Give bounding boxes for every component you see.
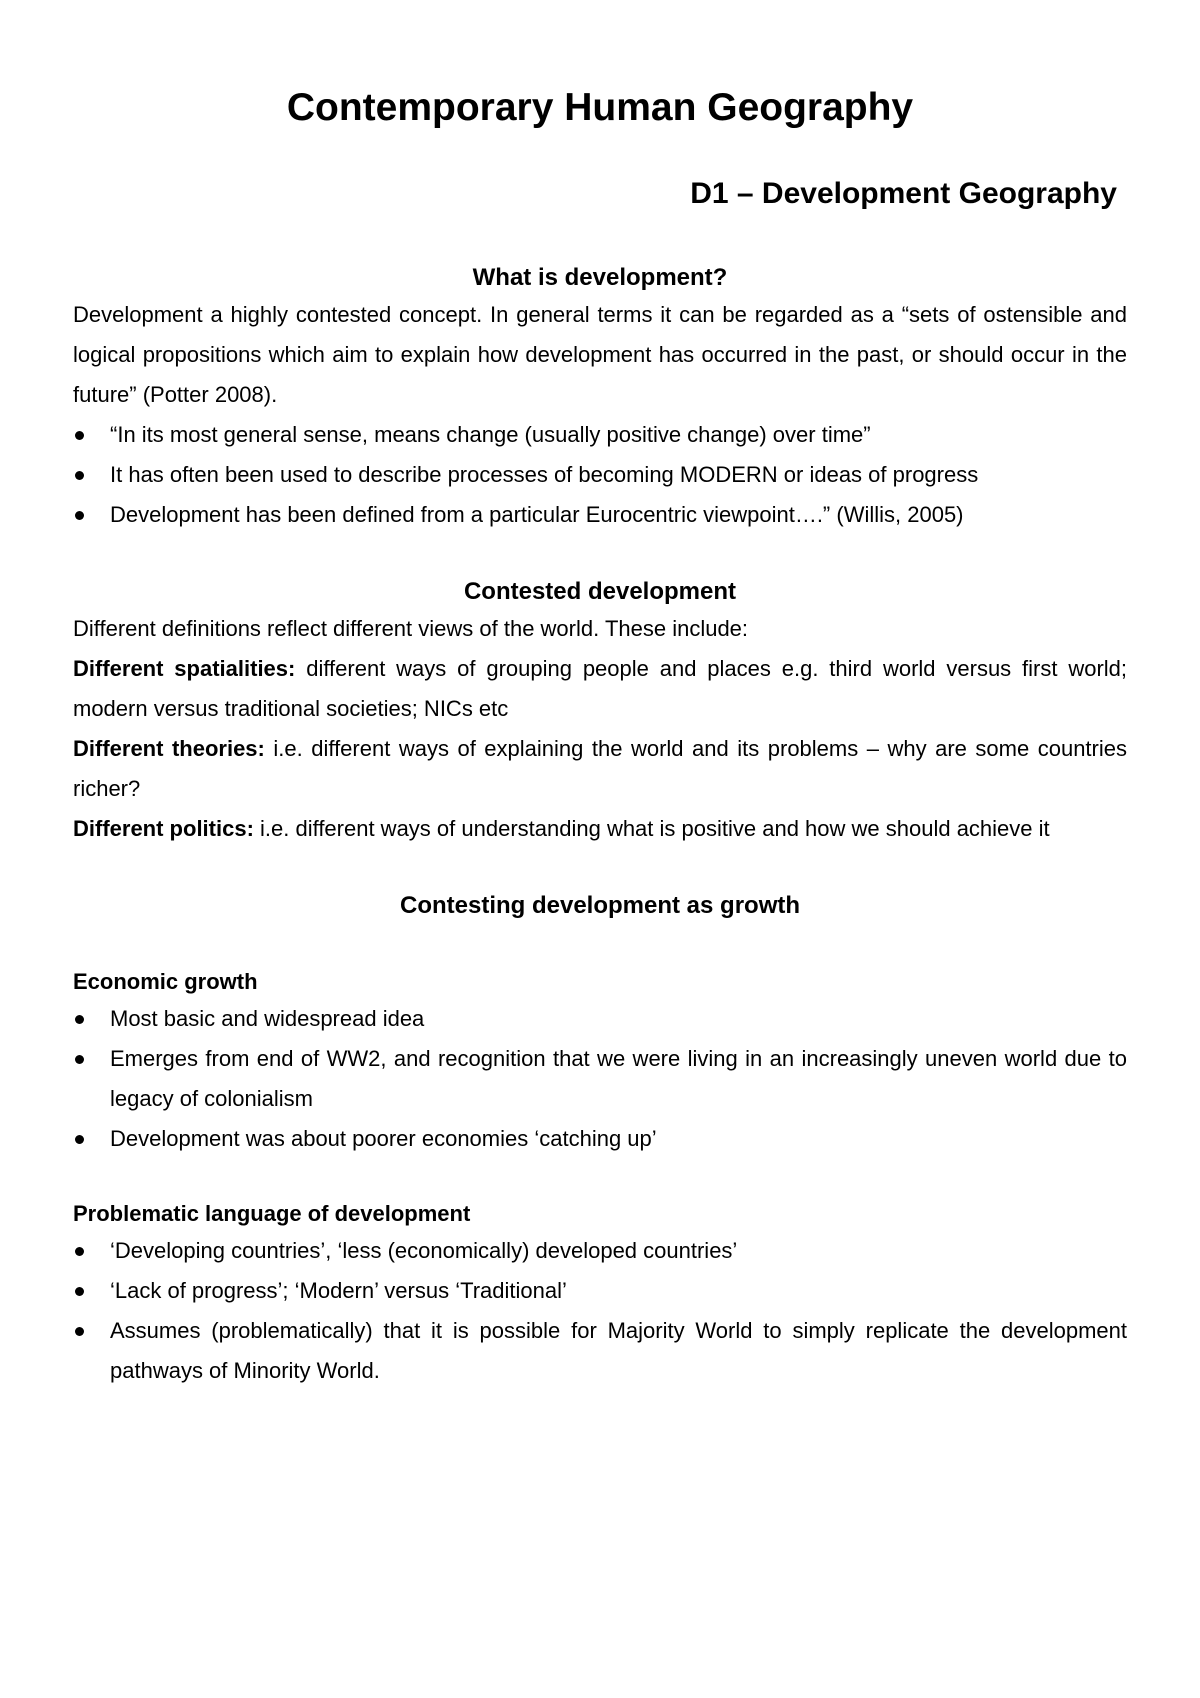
text-theories: i.e. different ways of explaining the world and its problems – why are some countries richer? — [73, 736, 1127, 801]
paragraph-definition: Development a highly contested concept. In general terms it can be regarded as a “sets of ostensible and logical propositions which aim to explain how development has occurred in the past, or should occur in the future” (Potter 2008). — [73, 302, 1127, 407]
label-spatialities: Different spatialities: — [73, 656, 296, 681]
paragraph-theories — [73, 729, 1127, 809]
paragraph-contested-intro: Different definitions reflect different views of the world. These include: — [73, 616, 749, 641]
list-item: ‘Developing countries’, ‘less (economically) developed countries’ — [73, 1231, 1127, 1271]
document-title: Contemporary Human Geography — [286, 86, 914, 129]
heading-contesting-growth: Contesting development as growth — [399, 892, 801, 919]
list-item: Most basic and widespread idea — [73, 999, 1127, 1039]
bullet-list-problematic-language — [73, 1231, 1127, 1391]
list-item: Development was about poorer economies ‘catching up’ — [73, 1119, 1127, 1159]
heading-contested-development: Contested development — [463, 578, 737, 605]
label-theories: Different theories: — [73, 736, 265, 761]
list-item: Development has been defined from a particular Eurocentric viewpoint….” (Willis, 2005) — [73, 495, 1127, 535]
list-item: Assumes (problematically) that it is possible for Majority World to simply replicate the development pathways of Minority World. — [73, 1311, 1127, 1391]
list-item: It has often been used to describe processes of becoming MODERN or ideas of progress — [73, 455, 1127, 495]
text-politics: i.e. different ways of understanding what is positive and how we should achieve it — [253, 816, 1050, 841]
label-politics: Different politics: — [73, 816, 254, 841]
list-item: ‘Lack of progress’; ‘Modern’ versus ‘Traditional’ — [73, 1271, 1127, 1311]
text-spatialities: different ways of grouping people and places e.g. third world versus first world; modern versus traditional societies; NICs etc — [73, 656, 1128, 721]
bullet-list-definitions — [73, 415, 1127, 535]
paragraph-spatialities — [73, 649, 1127, 729]
subheading-economic-growth: Economic growth — [73, 969, 258, 994]
document-subtitle: D1 – Development Geography — [690, 177, 1117, 210]
paragraph-politics — [73, 809, 1127, 849]
list-item: Emerges from end of WW2, and recognition that we were living in an increasingly uneven world due to legacy of colonialism — [73, 1039, 1127, 1119]
list-item: “In its most general sense, means change (usually positive change) over time” — [73, 415, 1127, 455]
subheading-problematic-language: Problematic language of development — [73, 1201, 471, 1226]
bullet-list-economic-growth — [73, 999, 1127, 1159]
heading-what-is-development: What is development? — [472, 264, 728, 291]
